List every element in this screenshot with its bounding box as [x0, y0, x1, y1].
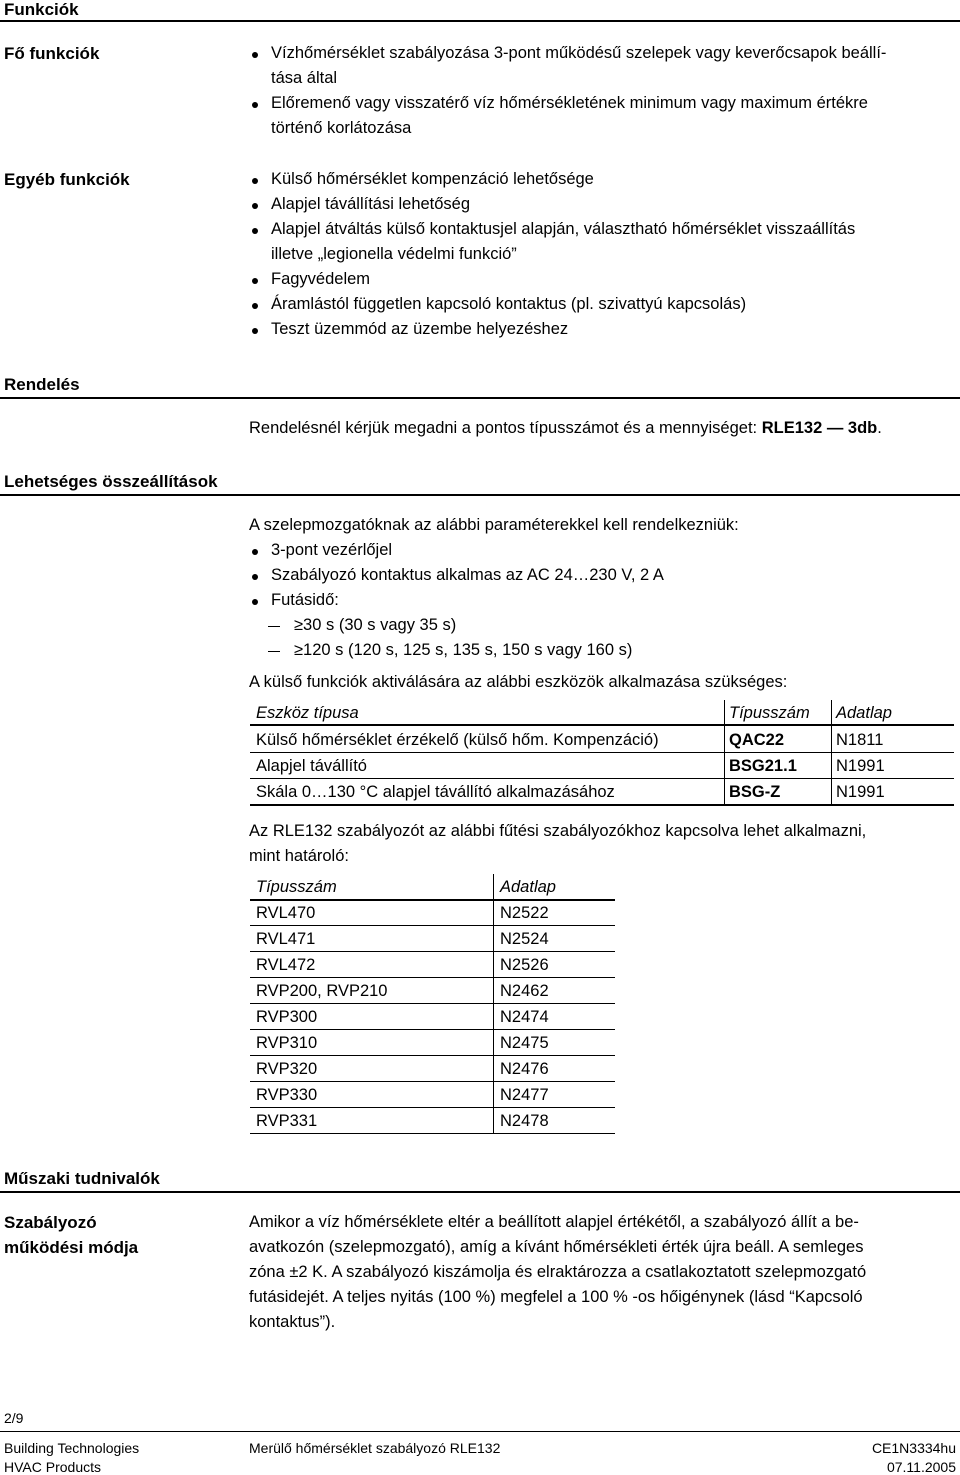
list-item: történő korlátozása: [271, 119, 412, 137]
table-header: Adatlap: [500, 878, 556, 896]
order-text-end: .: [877, 419, 882, 437]
table-cell: N2474: [500, 1008, 549, 1026]
table-cell: Alapjel távállító: [256, 757, 367, 775]
subsection-fo-funkciok: Fő funkciók: [4, 44, 100, 63]
table-cell: QAC22: [729, 731, 785, 749]
table-cell: RVL471: [256, 930, 316, 948]
list-item: Külső hőmérséklet kompenzáció lehetősége: [271, 170, 594, 188]
subsection-egyeb-funkciok: Egyéb funkciók: [4, 170, 130, 189]
footer-company: Building Technologies: [4, 1440, 140, 1456]
dash-icon: [268, 626, 280, 627]
bullet-icon: [252, 178, 258, 184]
table-cell: BSG21.1: [729, 757, 797, 775]
table-cell: BSG-Z: [729, 783, 781, 801]
section-title-rendeles: Rendelés: [4, 375, 80, 394]
table-cell: N2524: [500, 930, 549, 948]
bullet-icon: [252, 102, 258, 108]
bullet-icon: [252, 549, 258, 555]
order-text-main: Rendelésnél kérjük megadni a pontos típusszámot és a mennyiséget:: [249, 419, 762, 437]
list-subitem: ≥30 s (30 s vagy 35 s): [294, 616, 457, 634]
list-item: Vízhőmérséklet szabályozása 3-pont működésű szelepek vagy keverőcsapok beállí-: [271, 44, 887, 62]
table-cell: N2522: [500, 904, 549, 922]
footer-divider: [0, 1431, 960, 1432]
paragraph: A szelepmozgatóknak az alábbi paraméterekkel kell rendelkezniük:: [249, 516, 739, 534]
list-item: tása által: [271, 69, 338, 87]
table-cell: N2476: [500, 1060, 549, 1078]
paragraph: kontaktus”).: [249, 1313, 336, 1331]
page-number: 2/9: [4, 1410, 24, 1426]
bullet-icon: [252, 574, 258, 580]
table-cell: RVL470: [256, 904, 316, 922]
list-item: 3-pont vezérlőjel: [271, 541, 393, 559]
table-cell: RVP331: [256, 1112, 318, 1130]
table-cell: Külső hőmérséklet érzékelő (külső hőm. Kompenzáció): [256, 731, 659, 749]
paragraph: Amikor a víz hőmérséklete eltér a beállított alapjel értékétől, a szabályozó állít a be-: [249, 1213, 859, 1231]
paragraph: futásidejét. A teljes nyitás (100 %) megfelel a 100 % -os hőigénynek (lásd “Kapcsoló: [249, 1288, 863, 1306]
list-item: Alapjel távállítási lehetőség: [271, 195, 471, 213]
table-cell: RVP330: [256, 1086, 318, 1104]
list-item: Alapjel átváltás külső kontaktusjel alapján, választható hőmérséklet visszaállítás: [271, 220, 856, 238]
paragraph: zóna ±2 K. A szabályozó kiszámolja és elraktározza a csatlakoztatott szelepmozgató: [249, 1263, 867, 1281]
table-header: Adatlap: [836, 704, 892, 722]
table-cell: N2478: [500, 1112, 549, 1130]
footer-title: Merülő hőmérséklet szabályozó RLE132: [249, 1440, 501, 1456]
list-item: illetve „legionella védelmi funkció”: [271, 245, 517, 263]
divider: [0, 494, 960, 496]
paragraph: mint határoló:: [249, 847, 349, 865]
paragraph: A külső funkciók aktiválására az alábbi eszközök alkalmazása szükséges:: [249, 673, 788, 691]
divider: [0, 397, 960, 399]
subsection-szabalyozo: Szabályozó: [4, 1213, 97, 1232]
bullet-icon: [252, 278, 258, 284]
paragraph: avatkozón (szelepmozgató), amíg a kívánt hőmérsékleti érték újra beáll. A semleges: [249, 1238, 864, 1256]
table-cell: RVP300: [256, 1008, 318, 1026]
table-cell: N2462: [500, 982, 549, 1000]
table-cell: N1811: [836, 731, 884, 749]
order-code: RLE132 — 3db: [761, 419, 878, 437]
footer-company: HVAC Products: [4, 1459, 101, 1475]
section-title-lehetseges: Lehetséges összeállítások: [4, 472, 218, 491]
table-cell: RVP320: [256, 1060, 318, 1078]
dash-icon: [268, 651, 280, 652]
table-cell: RVP310: [256, 1034, 318, 1052]
subsection-szabalyozo: működési módja: [4, 1238, 139, 1257]
list-item: Áramlástól független kapcsoló kontaktus (pl. szivattyú kapcsolás): [271, 295, 747, 313]
bullet-icon: [252, 52, 258, 58]
table-cell: RVP200, RVP210: [256, 982, 388, 1000]
section-title-funkciok: Funkciók: [4, 0, 79, 19]
list-item: Fagyvédelem: [271, 270, 371, 288]
list-item: Szabályozó kontaktus alkalmas az AC 24…230 V, 2 A: [271, 566, 664, 584]
list-item: Előremenő vagy visszatérő víz hőmérsékletének minimum vagy maximum értékre: [271, 94, 868, 112]
table-header: Típusszám: [256, 878, 337, 896]
bullet-icon: [252, 599, 258, 605]
bullet-icon: [252, 303, 258, 309]
footer-date: 07.11.2005: [886, 1459, 956, 1475]
table-cell: N2526: [500, 956, 549, 974]
table-cell: N1991: [836, 783, 885, 801]
table-cell: Skála 0…130 °C alapjel távállító alkalmazásához: [256, 783, 615, 801]
table-cell: N2475: [500, 1034, 549, 1052]
table-cell: N2477: [500, 1086, 549, 1104]
table-header: Eszköz típusa: [256, 704, 359, 722]
table-cell: RVL472: [256, 956, 316, 974]
bullet-icon: [252, 203, 258, 209]
table-cell: N1991: [836, 757, 885, 775]
bullet-icon: [252, 228, 258, 234]
paragraph: Az RLE132 szabályozót az alábbi fűtési szabályozókhoz kapcsolva lehet alkalmazni,: [249, 822, 867, 840]
section-title-muszaki: Műszaki tudnivalók: [4, 1169, 160, 1188]
list-item: Teszt üzemmód az üzembe helyezéshez: [271, 320, 569, 338]
footer-code: CE1N3334hu: [871, 1440, 956, 1456]
order-text: [249, 419, 882, 438]
table-header: Típusszám: [729, 704, 810, 722]
divider: [0, 20, 960, 22]
bullet-icon: [252, 328, 258, 334]
divider: [0, 1191, 960, 1193]
list-subitem: ≥120 s (120 s, 125 s, 135 s, 150 s vagy 160 s): [294, 641, 633, 659]
list-item: Futásidő:: [271, 591, 339, 609]
